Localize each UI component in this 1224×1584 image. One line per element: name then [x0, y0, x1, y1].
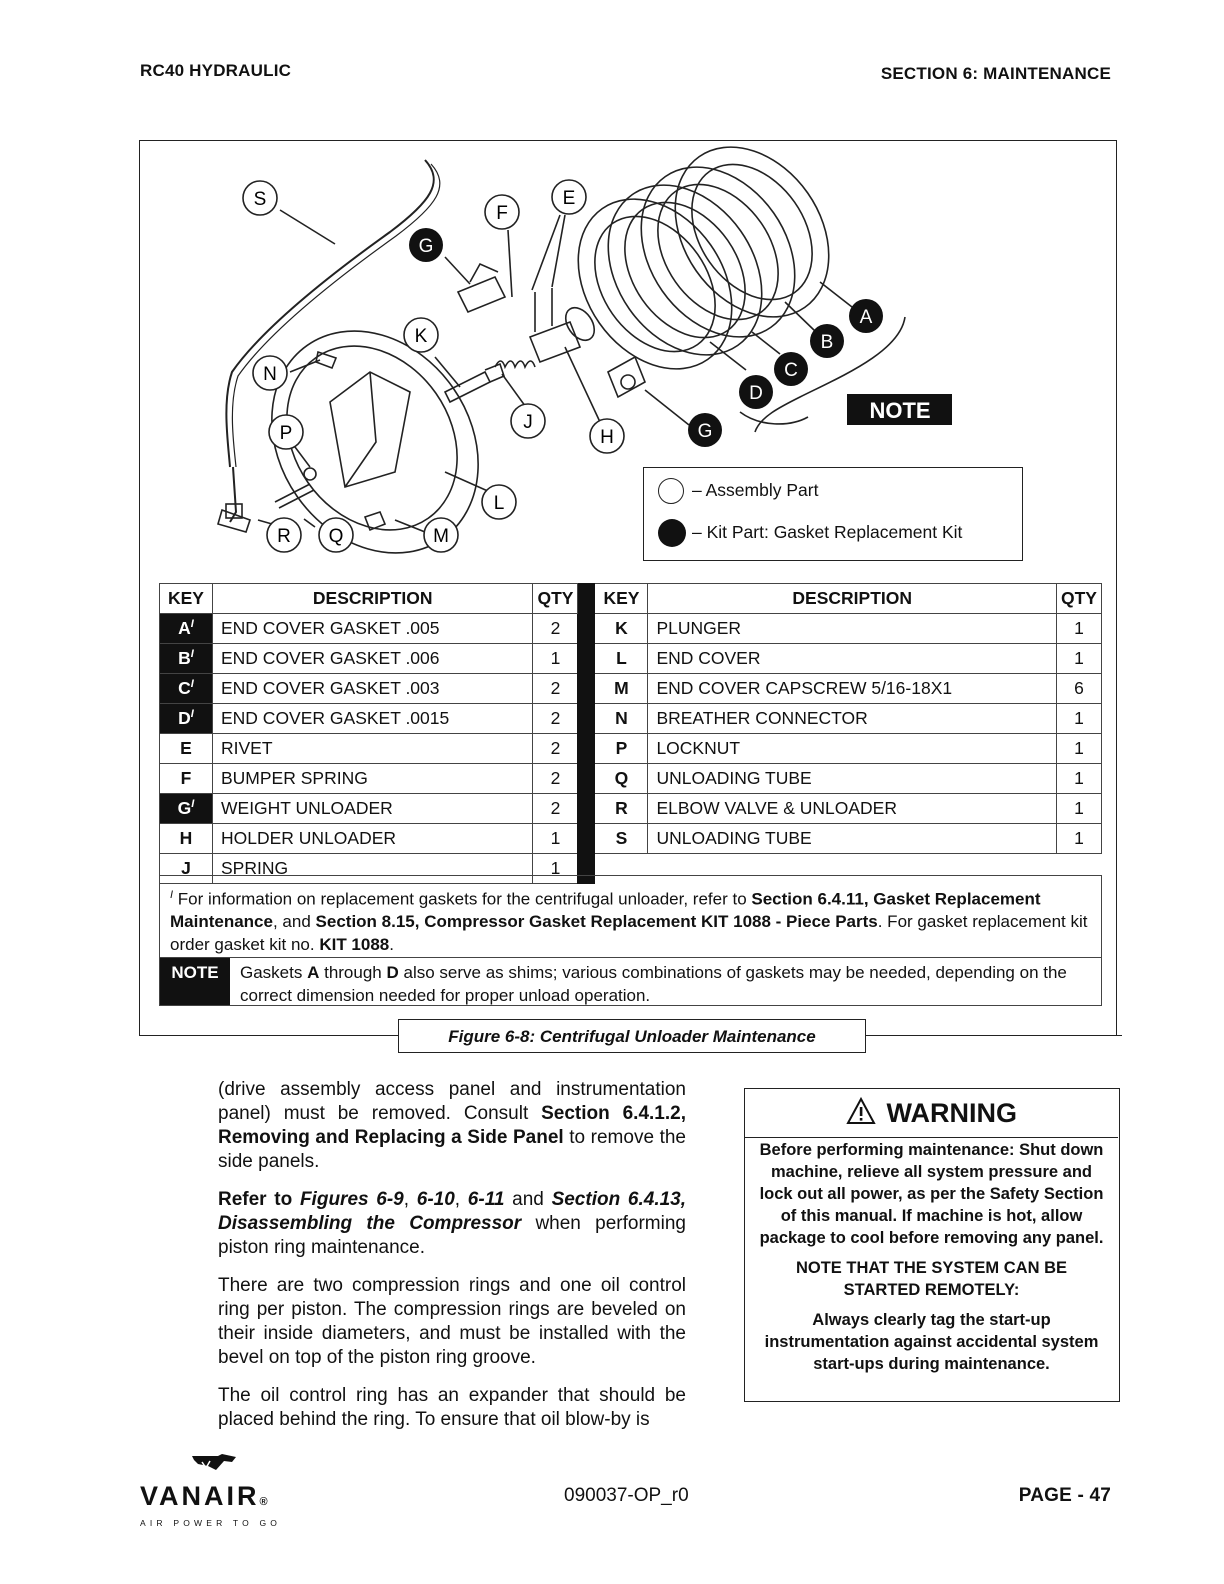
row-description: PLUNGER — [648, 614, 1057, 644]
warning-text-1: Before performing maintenance: Shut down machine, relieve all system pressure and lock out all power, as per the Safety Section of this manual. If machine is hot, allow package to cool before removing any panel. — [759, 1141, 1104, 1247]
parts-table — [159, 583, 1102, 884]
row-key: R — [595, 794, 648, 824]
header-key: KEY — [160, 584, 213, 614]
callout-s — [243, 181, 277, 215]
callout-e — [552, 180, 586, 214]
warning-triangle-icon — [846, 1097, 876, 1125]
notes-box — [159, 875, 1102, 1006]
table-row — [160, 614, 1102, 644]
header-qty: QTY — [533, 584, 578, 614]
svg-text:NOTE: NOTE — [869, 398, 931, 423]
body-text — [218, 1078, 686, 1446]
svg-text:C: C — [784, 360, 798, 381]
callout-g-bottom — [688, 413, 722, 447]
svg-text:A: A — [859, 307, 873, 328]
callout-q — [319, 518, 353, 552]
svg-text:P: P — [279, 423, 293, 444]
warning-divider — [745, 1137, 1118, 1138]
svg-text:J: J — [523, 412, 533, 433]
callout-d — [739, 375, 773, 409]
row-key: E — [160, 734, 213, 764]
assembly-part-icon — [658, 478, 684, 504]
table-row — [160, 704, 1102, 734]
note-label: NOTE — [160, 958, 230, 1005]
logo-tagline: AIR POWER TO GO — [140, 1518, 282, 1528]
warning-text-3: Always clearly tag the start-up instrumentation against accidental system start-ups during maintenance. — [764, 1311, 1099, 1373]
callout-a — [849, 299, 883, 333]
row-qty: 1 — [533, 854, 578, 884]
logo-reg: ® — [259, 1496, 268, 1508]
figure-caption: Figure 6-8: Centrifugal Unloader Maintenance — [398, 1019, 866, 1053]
callout-h — [590, 419, 624, 453]
svg-text:Q: Q — [328, 526, 344, 547]
caption-rule-left — [139, 1035, 399, 1036]
row-qty: 2 — [533, 614, 578, 644]
callout-k — [404, 318, 438, 352]
svg-text:B: B — [820, 332, 834, 353]
row-description: UNLOADING TUBE — [648, 764, 1057, 794]
row-key: J — [160, 854, 213, 884]
table-row — [160, 824, 1102, 854]
row-qty: 2 — [533, 734, 578, 764]
warning-title: WARNING — [886, 1098, 1017, 1128]
header-key: KEY — [595, 584, 648, 614]
header-right: SECTION 6: MAINTENANCE — [880, 64, 1111, 83]
row-key: L — [595, 644, 648, 674]
row-description: RIVET — [213, 734, 533, 764]
row-description: END COVER GASKET .0015 — [213, 704, 533, 734]
row-description: WEIGHT UNLOADER — [213, 794, 533, 824]
row-qty: 1 — [1057, 704, 1102, 734]
table-row — [160, 674, 1102, 704]
legend-kit: – Kit Part: Gasket Replacement Kit — [692, 522, 963, 542]
row-key: S — [595, 824, 648, 854]
callout-p — [269, 415, 303, 449]
caption-rule-right — [866, 1035, 1122, 1036]
footnote: $^I$ For information on replacement gaskets for the centrifugal unloader, refer to Section 6.4.11, Gasket Replacement Maintenance, and Section 8.15, Compressor Gasket Replacement KIT 1088 - Piece Parts. For gasket replacement kit order gasket kit no. KIT 1088. — [170, 889, 1088, 954]
row-qty: 1 — [1057, 764, 1102, 794]
row-key: M — [595, 674, 648, 704]
svg-text:F: F — [496, 203, 508, 224]
callout-m — [424, 518, 458, 552]
header-qty: QTY — [1057, 584, 1102, 614]
callout-f — [485, 195, 519, 229]
row-description: END COVER GASKET .005 — [213, 614, 533, 644]
svg-text:K: K — [414, 326, 428, 347]
paragraph-3: There are two compression rings and one oil control ring per piston. The compression rings are beveled on their inside diameters, and must be installed with the bevel on top of the piston ring groove. — [218, 1275, 686, 1368]
header-left: RC40 HYDRAULIC — [140, 61, 292, 80]
header-description: DESCRIPTION — [648, 584, 1057, 614]
warning-text-2: NOTE THAT THE SYSTEM CAN BE STARTED REMOTELY: — [795, 1259, 1068, 1299]
row-key: $C^I$ — [160, 674, 213, 704]
svg-text:H: H — [600, 427, 614, 448]
logo-text: VANAIR — [140, 1481, 260, 1511]
row-key: P — [595, 734, 648, 764]
vanair-logo — [140, 1452, 281, 1528]
svg-text:R: R — [277, 526, 291, 547]
svg-text:M: M — [433, 526, 449, 547]
callout-g-top — [409, 228, 443, 262]
note-tag — [847, 394, 952, 425]
paragraph-1: (drive assembly access panel and instrumentation panel) must be removed. Consult Section 6.4.1.2, Removing and Replacing a Side Panel to remove the side panels. — [218, 1079, 687, 1172]
row-key: Q — [595, 764, 648, 794]
svg-text:N: N — [263, 364, 277, 385]
header-description: DESCRIPTION — [213, 584, 533, 614]
row-description: END COVER GASKET .003 — [213, 674, 533, 704]
row-qty: 1 — [1057, 734, 1102, 764]
row-description: ELBOW VALVE & UNLOADER — [648, 794, 1057, 824]
row-description: END COVER — [648, 644, 1057, 674]
table-row — [160, 794, 1102, 824]
document-number: 090037-OP_r0 — [564, 1485, 689, 1506]
row-description: SPRING — [213, 854, 533, 884]
svg-text:E: E — [562, 188, 576, 209]
row-qty: 6 — [1057, 674, 1102, 704]
warning-box — [744, 1088, 1120, 1402]
row-key: K — [595, 614, 648, 644]
svg-text:D: D — [749, 383, 763, 404]
table-row — [160, 764, 1102, 794]
row-qty: 2 — [533, 764, 578, 794]
row-qty: 1 — [1057, 614, 1102, 644]
kit-part-icon — [658, 519, 686, 547]
row-key: F — [160, 764, 213, 794]
note-text: Gaskets A through D also serve as shims; various combinations of gaskets may be needed, depending on the correct dimension needed for proper unload operation. — [240, 963, 1067, 1005]
row-description: END COVER GASKET .006 — [213, 644, 533, 674]
row-description: END COVER CAPSCREW 5/16-18X1 — [648, 674, 1057, 704]
row-qty: 1 — [1057, 644, 1102, 674]
paragraph-2: Refer to Figures 6-9, 6-10, 6-11 and Section 6.4.13, Disassembling the Compressor when performing piston ring maintenance. — [218, 1189, 687, 1258]
callout-c — [774, 352, 808, 386]
callout-n — [253, 356, 287, 390]
column-separator — [578, 584, 595, 884]
row-key: $G^I$ — [160, 794, 213, 824]
page-number: PAGE - 47 — [1018, 1485, 1111, 1506]
row-qty: 2 — [533, 674, 578, 704]
svg-text:L: L — [493, 493, 505, 514]
row-key: $D^I$ — [160, 704, 213, 734]
row-qty: 1 — [1057, 794, 1102, 824]
row-description: UNLOADING TUBE — [648, 824, 1057, 854]
legend-assembly: – Assembly Part — [692, 480, 819, 500]
warning-body — [759, 1139, 1104, 1375]
callout-b — [810, 324, 844, 358]
svg-text:S: S — [253, 189, 267, 210]
table-row — [160, 644, 1102, 674]
row-qty: 2 — [533, 704, 578, 734]
svg-text:G: G — [418, 236, 434, 257]
row-key: N — [595, 704, 648, 734]
row-description: LOCKNUT — [648, 734, 1057, 764]
logo-mark-icon — [140, 1452, 240, 1478]
row-description: HOLDER UNLOADER — [213, 824, 533, 854]
warning-header — [745, 1097, 1118, 1129]
row-qty: 1 — [533, 824, 578, 854]
row-qty: 1 — [1057, 824, 1102, 854]
table-header-row — [160, 584, 1102, 614]
row-key: H — [160, 824, 213, 854]
row-qty: 1 — [533, 644, 578, 674]
callout-j — [511, 404, 545, 438]
row-qty: 2 — [533, 794, 578, 824]
row-description: BUMPER SPRING — [213, 764, 533, 794]
divider — [160, 957, 1101, 958]
legend-box — [643, 467, 1023, 561]
row-key: $B^I$ — [160, 644, 213, 674]
callout-l — [482, 485, 516, 519]
svg-text:G: G — [697, 421, 713, 442]
row-key: $A^I$ — [160, 614, 213, 644]
row-description: BREATHER CONNECTOR — [648, 704, 1057, 734]
callout-r — [267, 518, 301, 552]
paragraph-4: The oil control ring has an expander that should be placed behind the ring. To ensure that oil blow-by is — [218, 1385, 686, 1430]
table-row — [160, 734, 1102, 764]
